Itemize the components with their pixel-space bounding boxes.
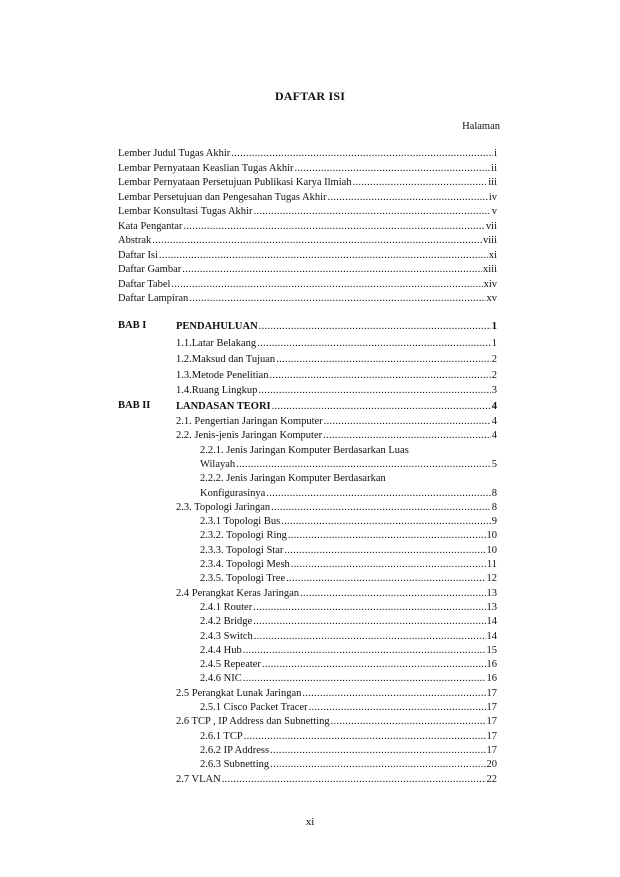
toc-entry-label: 1.4.Ruang Lingkup: [176, 385, 258, 396]
toc-row: [118, 263, 497, 276]
dot-leader: [286, 572, 485, 585]
toc-entry-page: 16: [486, 673, 497, 685]
toc-row: [176, 353, 497, 366]
toc-entry-page: v: [491, 206, 497, 217]
dot-leader: [271, 501, 491, 514]
toc-entry-page: 17: [486, 744, 497, 756]
dot-leader: [258, 384, 490, 397]
dot-leader: [159, 249, 488, 262]
dot-leader: [171, 278, 482, 291]
dot-leader: [236, 458, 491, 471]
toc-row: [118, 176, 497, 189]
bab-number: BAB I: [118, 320, 147, 331]
toc-entry-label: 1.2.Maksud dan Tujuan: [176, 354, 276, 365]
dot-leader: [259, 320, 491, 333]
toc-row: [200, 672, 497, 685]
toc-row: [118, 292, 497, 305]
toc-entry-label: 2.3.3. Topologi Star: [200, 544, 284, 556]
toc-entry-page: 12: [486, 573, 497, 585]
toc-entry-label: Lembar Konsultasi Tugas Akhir: [118, 206, 253, 217]
dot-leader: [253, 601, 485, 614]
toc-row: [200, 701, 497, 714]
toc-row: [200, 601, 497, 614]
dot-leader: [231, 147, 493, 160]
dot-leader: [182, 263, 482, 276]
dot-leader: [291, 558, 486, 571]
toc-entry-page: 9: [491, 516, 497, 528]
dot-leader: [243, 644, 486, 657]
dot-leader: [281, 515, 491, 528]
toc-entry-label: Lembar Persetujuan dan Pengesahan Tugas Akhir: [118, 191, 327, 203]
dot-leader: [272, 400, 491, 413]
toc-row: [118, 162, 497, 175]
toc-entry-label: 2.5 Perangkat Lunak Jaringan: [176, 687, 302, 699]
toc-entry-page: 1: [491, 321, 497, 332]
dot-leader: [323, 429, 491, 442]
toc-entry-label: Daftar Lampiran: [118, 293, 189, 304]
dot-leader: [253, 205, 490, 218]
toc-row: [118, 147, 497, 160]
toc-entry-page: 17: [486, 702, 497, 713]
toc-entry-first-line: 2.2.1. Jenis Jaringan Komputer Berdasarkan Luas: [200, 444, 409, 456]
toc-entry-page: 17: [486, 716, 497, 728]
dot-leader: [309, 701, 486, 714]
toc-entry-label: 2.3.4. Topologi Mesh: [200, 559, 290, 570]
toc-entry-page: 3: [491, 385, 497, 396]
toc-entry-label: 2.4.6 NIC: [200, 673, 242, 685]
dot-leader: [276, 353, 491, 366]
toc-row: [176, 715, 497, 728]
toc-row: [200, 730, 497, 743]
toc-entry-page: 11: [486, 559, 497, 570]
toc-entry-page: 8: [491, 501, 497, 513]
toc-entry-label: Lembar Pernyataan Persetujuan Publikasi Karya Ilmiah: [118, 177, 352, 188]
toc-row: [176, 369, 497, 382]
toc-entry-label: 2.6 TCP , IP Address dan Subnetting: [176, 716, 330, 728]
toc-row: [200, 744, 497, 757]
toc-entry-label: 2.6.2 IP Address: [200, 744, 270, 756]
dot-leader: [302, 687, 485, 700]
toc-row: [176, 773, 497, 786]
dot-leader: [253, 615, 485, 628]
toc-row: [118, 234, 497, 247]
toc-entry-page: 5: [491, 458, 497, 470]
toc-entry-label: 1.1.Latar Belakang: [176, 338, 257, 349]
toc-entry-page: 4: [491, 401, 497, 412]
dot-leader: [189, 292, 485, 305]
toc-entry-label: 2.3.2. Topologi Ring: [200, 530, 287, 542]
toc-entry-label: 2.6.3 Subnetting: [200, 759, 270, 771]
dot-leader: [270, 744, 485, 757]
toc-entry-label: 2.4.3 Switch: [200, 630, 253, 642]
toc-row: [176, 384, 497, 397]
dot-leader: [300, 587, 485, 600]
toc-entry-page: xv: [486, 293, 497, 304]
toc-entry-page: iii: [488, 177, 497, 188]
toc-entry-label: Lembar Pernyataan Keaslian Tugas Akhir: [118, 162, 294, 174]
toc-entry-page: 10: [486, 544, 497, 556]
toc-entry-label: 2.3.5. Topologi Tree: [200, 573, 286, 585]
toc-entry-label: 2.4 Perangkat Keras Jaringan: [176, 587, 300, 599]
dot-leader: [257, 337, 491, 350]
toc-entry-page: ii: [491, 162, 497, 174]
toc-entry-page: 14: [486, 630, 497, 642]
toc-entry-label: 2.3.1 Topologi Bus: [200, 516, 281, 528]
toc-row: [118, 205, 497, 218]
toc-entry-page: xi: [488, 249, 497, 261]
toc-entry-first-line: 2.2.2. Jenis Jaringan Komputer Berdasarkan: [200, 473, 386, 485]
halaman-header: Halaman: [462, 121, 500, 132]
page-number-footer: xi: [305, 816, 315, 828]
toc-entry-page: 2: [491, 354, 497, 365]
toc-entry-page: 13: [486, 587, 497, 599]
toc-entry-page: 15: [486, 644, 497, 656]
dot-leader: [183, 220, 484, 233]
toc-entry-page: viii: [482, 235, 497, 246]
toc-entry-page: i: [494, 148, 497, 159]
dot-leader: [152, 234, 482, 247]
toc-entry-page: 13: [486, 601, 497, 613]
toc-entry-label: 2.5.1 Cisco Packet Tracer: [200, 702, 308, 713]
toc-row: [200, 644, 497, 657]
toc-entry-page: xiii: [482, 264, 497, 275]
toc-entry-label: Lember Judul Tugas Akhir: [118, 148, 231, 159]
toc-entry-page: 22: [486, 773, 497, 785]
toc-row: [200, 572, 497, 585]
bab-title-row: [176, 400, 497, 413]
toc-entry-page: 8: [491, 487, 497, 499]
dot-leader: [295, 162, 491, 175]
dot-leader: [324, 415, 491, 428]
toc-entry-label: 1.3.Metode Penelitian: [176, 370, 269, 381]
toc-entry-label: Daftar Isi: [118, 249, 158, 261]
toc-entry-page: xiv: [483, 278, 497, 290]
toc-row: [200, 758, 497, 771]
toc-entry-label: Konfigurasinya: [200, 487, 266, 499]
toc-row: [200, 544, 497, 557]
toc-entry-label: 2.2. Jenis-jenis Jaringan Komputer: [176, 430, 323, 442]
toc-row: [176, 687, 497, 700]
toc-entry-page: 20: [486, 759, 497, 771]
page-title: DAFTAR ISI: [274, 89, 346, 103]
dot-leader: [254, 630, 486, 643]
toc-entry-label: Abstrak: [118, 235, 152, 246]
toc-entry-page: 10: [486, 530, 497, 542]
toc-entry-page: vii: [485, 220, 497, 232]
toc-entry-page: iv: [488, 191, 497, 203]
toc-entry-page: 4: [491, 416, 497, 427]
toc-row: [200, 487, 497, 500]
toc-row: [200, 658, 497, 671]
toc-row: [176, 415, 497, 428]
toc-entry-label: Daftar Tabel: [118, 278, 171, 290]
dot-leader: [269, 369, 490, 382]
bab-title-row: [176, 320, 497, 333]
dot-leader: [328, 191, 488, 204]
toc-row: [118, 249, 497, 262]
toc-entry-label: LANDASAN TEORI: [176, 401, 271, 412]
toc-row: [118, 278, 497, 291]
toc-row: [176, 337, 497, 350]
toc-entry-label: 2.3. Topologi Jaringan: [176, 501, 271, 513]
toc-entry-page: 2: [491, 370, 497, 381]
toc-row: [176, 429, 497, 442]
toc-row: [176, 587, 497, 600]
toc-row: [118, 220, 497, 233]
toc-entry-label: PENDAHULUAN: [176, 321, 258, 332]
toc-entry-label: 2.4.2 Bridge: [200, 616, 253, 628]
toc-row: [200, 630, 497, 643]
toc-entry-page: 4: [491, 430, 497, 442]
toc-entry-label: 2.6.1 TCP: [200, 730, 243, 742]
dot-leader: [244, 730, 486, 743]
toc-row: [200, 558, 497, 571]
toc-entry-label: 2.4.4 Hub: [200, 644, 242, 656]
toc-row: [200, 529, 497, 542]
toc-entry-label: 2.4.1 Router: [200, 601, 253, 613]
toc-row: [200, 458, 497, 471]
toc-entry-label: 2.7 VLAN: [176, 773, 221, 785]
toc-entry-page: 1: [491, 338, 497, 349]
toc-row: [118, 191, 497, 204]
bab-number: BAB II: [118, 400, 151, 411]
dot-leader: [266, 487, 490, 500]
dot-leader: [222, 773, 486, 786]
toc-entry-page: 17: [486, 687, 497, 699]
dot-leader: [288, 529, 486, 542]
toc-entry-page: 16: [486, 659, 497, 671]
toc-row: [176, 501, 497, 514]
toc-entry-page: 17: [486, 730, 497, 742]
dot-leader: [284, 544, 485, 557]
toc-row: [200, 615, 497, 628]
dot-leader: [262, 658, 486, 671]
toc-entry-label: 2.4.5 Repeater: [200, 659, 261, 671]
toc-row: [200, 515, 497, 528]
dot-leader: [243, 672, 486, 685]
toc-entry-label: 2.1. Pengertian Jaringan Komputer: [176, 416, 323, 427]
dot-leader: [270, 758, 485, 771]
toc-entry-label: Kata Pengantar: [118, 220, 183, 232]
toc-entry-label: Wilayah: [200, 458, 236, 470]
toc-entry-label: Daftar Gambar: [118, 264, 182, 275]
dot-leader: [353, 176, 488, 189]
dot-leader: [331, 715, 486, 728]
toc-entry-page: 14: [486, 616, 497, 628]
